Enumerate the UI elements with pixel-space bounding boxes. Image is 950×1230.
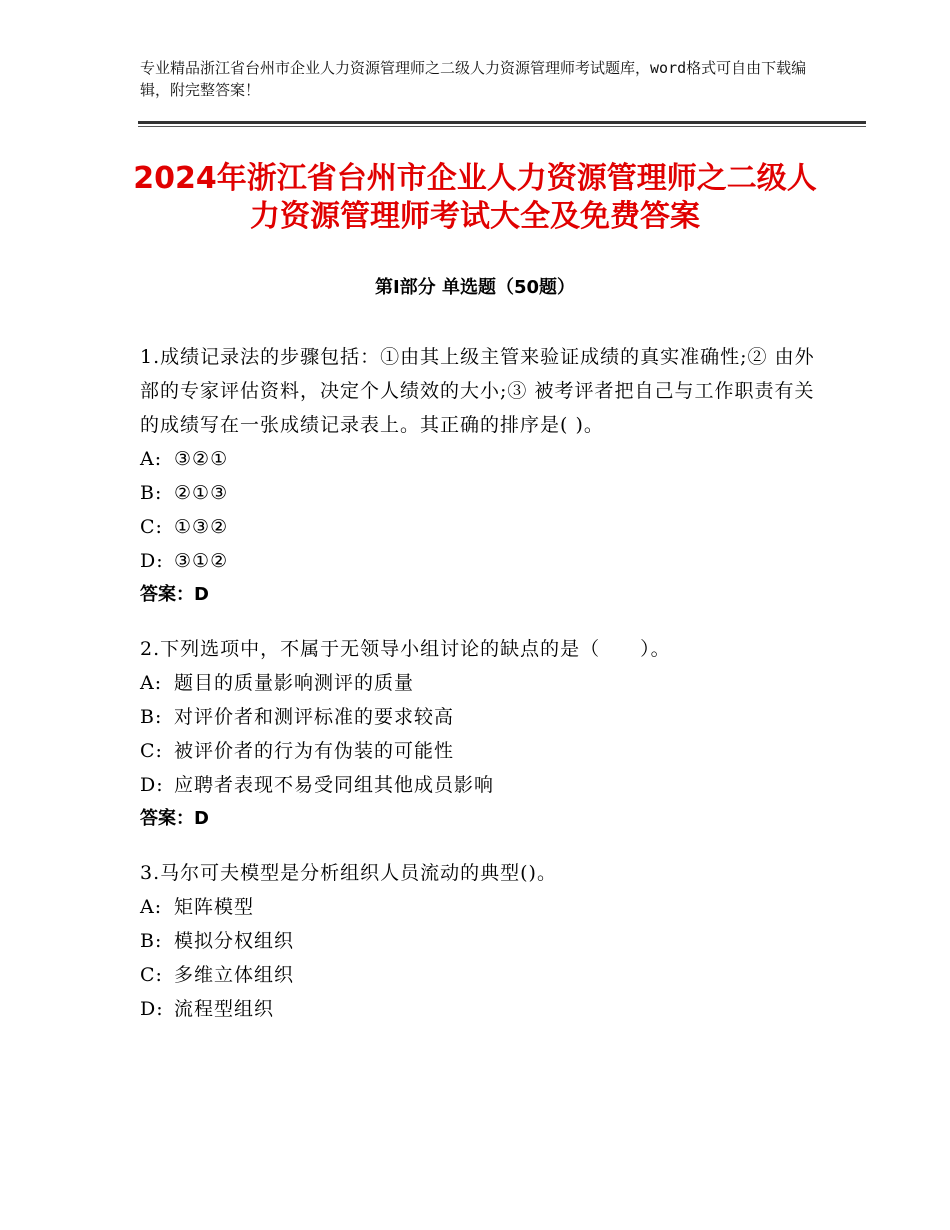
option-b xyxy=(140,476,820,510)
header-divider-thin xyxy=(138,126,866,127)
option-letter: A: xyxy=(140,672,163,694)
option-letter: A: xyxy=(140,896,163,918)
option-text: ③②① xyxy=(174,448,229,470)
option-text: 流程型组织 xyxy=(174,998,275,1020)
option-c xyxy=(140,958,820,992)
option-d xyxy=(140,992,820,1026)
option-a xyxy=(140,666,820,700)
section-heading: 第Ⅰ部分 单选题（50题） xyxy=(374,277,575,298)
option-letter: D: xyxy=(140,998,164,1020)
answer-line: 答案：D xyxy=(140,584,209,605)
header-note: 专业精品浙江省台州市企业人力资源管理师之二级人力资源管理师考试题库，word格式可自由下载编辑，附完整答案！ xyxy=(140,59,807,99)
option-b xyxy=(140,700,820,734)
option-letter: B: xyxy=(140,482,163,504)
question-1 xyxy=(140,340,820,612)
option-letter: C: xyxy=(140,740,163,762)
option-letter: D: xyxy=(140,774,164,796)
answer-line: 答案：D xyxy=(140,808,209,829)
option-text: 多维立体组织 xyxy=(174,964,295,986)
option-text: 对评价者和测评标准的要求较高 xyxy=(174,706,455,728)
option-letter: C: xyxy=(140,964,163,986)
option-letter: B: xyxy=(140,930,163,952)
option-text: 应聘者表现不易受同组其他成员影响 xyxy=(174,774,495,796)
option-a xyxy=(140,442,820,476)
option-letter: B: xyxy=(140,706,163,728)
question-stem: 3.马尔可夫模型是分析组织人员流动的典型()。 xyxy=(140,862,557,884)
option-d xyxy=(140,544,820,578)
question-2 xyxy=(140,632,820,836)
option-text: ②①③ xyxy=(174,482,229,504)
option-text: 被评价者的行为有伪装的可能性 xyxy=(174,740,455,762)
question-stem: 2.下列选项中，不属于无领导小组讨论的缺点的是（ ）。 xyxy=(140,638,671,660)
option-text: 模拟分权组织 xyxy=(174,930,295,952)
document-title: 2024年浙江省台州市企业人力资源管理师之二级人力资源管理师考试大全及免费答案 xyxy=(133,161,817,234)
option-text: 矩阵模型 xyxy=(174,896,255,918)
option-letter: A: xyxy=(140,448,163,470)
option-c xyxy=(140,734,820,768)
option-text: ③①② xyxy=(174,550,229,572)
option-text: 题目的质量影响测评的质量 xyxy=(174,672,415,694)
option-text: ①③② xyxy=(174,516,229,538)
option-a xyxy=(140,890,820,924)
question-list xyxy=(140,340,820,1046)
option-b xyxy=(140,924,820,958)
option-letter: C: xyxy=(140,516,163,538)
question-3 xyxy=(140,856,820,1026)
question-stem: 1.成绩记录法的步骤包括：①由其上级主管来验证成绩的真实准确性;② 由外部的专家评估资料，决定个人绩效的大小;③ 被考评者把自己与工作职责有关的成绩写在一张成绩记录表上。其正确的排序是( )。 xyxy=(140,346,815,436)
option-c xyxy=(140,510,820,544)
option-letter: D: xyxy=(140,550,164,572)
option-d xyxy=(140,768,820,802)
header-divider-thick xyxy=(138,121,866,124)
